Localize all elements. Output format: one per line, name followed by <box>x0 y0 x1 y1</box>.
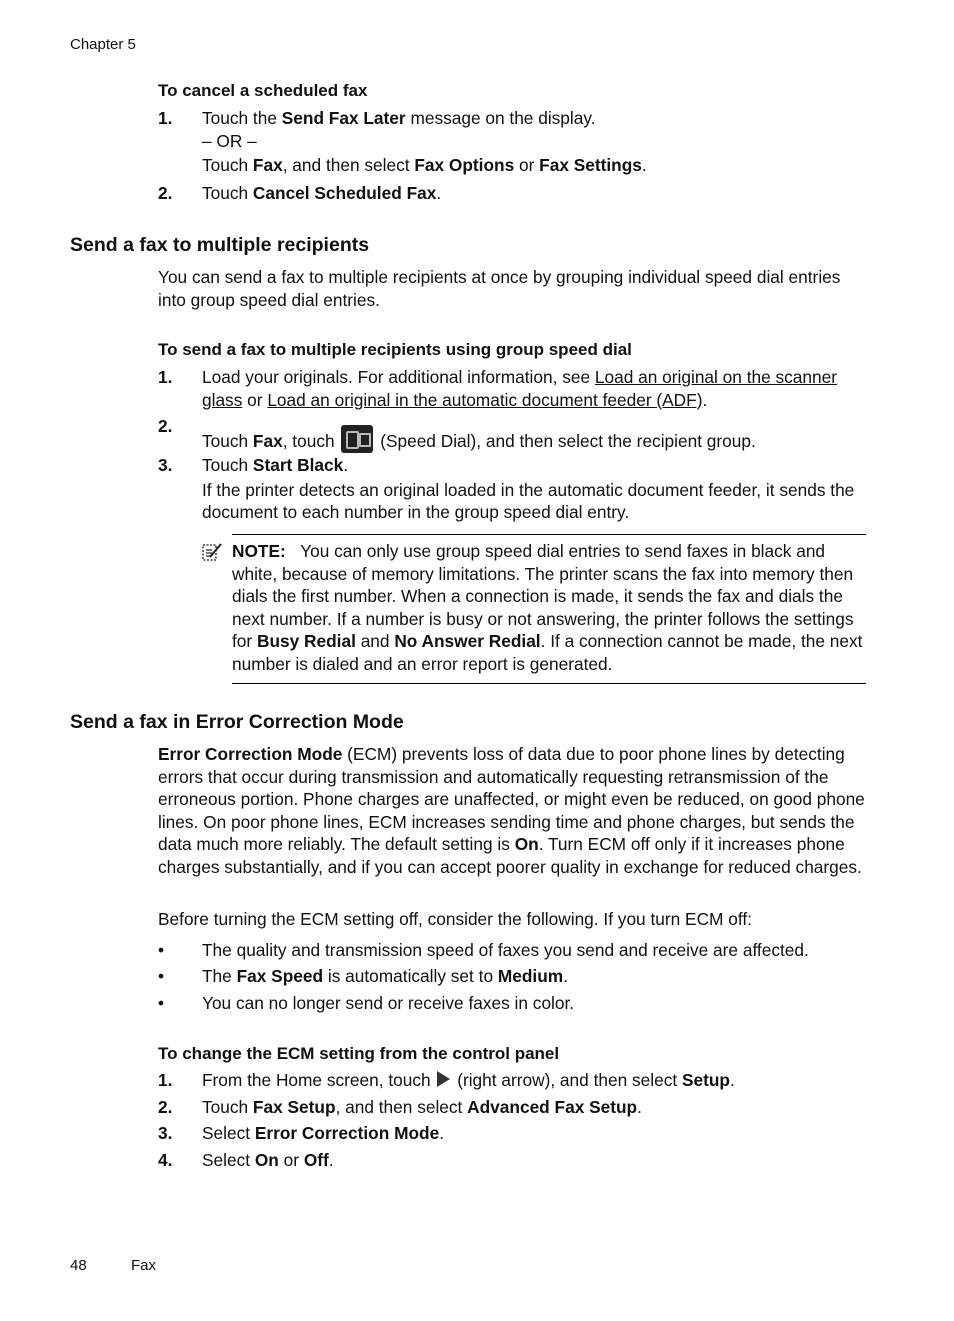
page-number: 48 <box>70 1257 87 1274</box>
step-number: 2. <box>158 183 173 203</box>
step-number: 3. <box>158 1123 173 1143</box>
right-arrow-icon <box>437 1071 450 1087</box>
speed-dial-icon <box>341 425 373 453</box>
procedure-title-ecm: To change the ECM setting from the control panel <box>158 1044 560 1063</box>
ecm-step-3: 3. Select Error Correction Mode. <box>158 1123 445 1143</box>
link-adf[interactable]: Load an original in the automatic document feeder (ADF) <box>267 389 703 410</box>
note-box: NOTE: You can only use group speed dial entries to send faxes in black and white, because of memory limitations. The printer scans the fax into memory then dials the first number. When a connection is made, it sends the fax and dials the next number. If a number is busy or not answering, the printer follows the settings for Busy Redial and No Answer Redial. If a connection cannot be made, the next number is dialed and an error report is generated. <box>232 534 866 684</box>
paragraph-ecm-description: Error Correction Mode (ECM) prevents loss of data due to poor phone lines by detecting errors that occur during transmission and automatically requesting retransmission of the erroneous portion. Phone charges are unaffected, or might even be reduced, on good phone lines. On poor phone lines, ECM increases sending time and phone charges, but sends the data much more reliably. The default setting is On. Turn ECM off only if it increases phone charges substantially, and if you can accept poorer quality in exchange for reduced charges. <box>158 744 865 877</box>
step-number: 1. <box>158 1070 173 1090</box>
ecm-step-2: 2. Touch Fax Setup, and then select Advanced Fax Setup. <box>158 1097 642 1117</box>
or-separator: – OR – <box>202 130 257 151</box>
footer-section-name: Fax <box>131 1257 157 1274</box>
cancel-step-2: 2. Touch Cancel Scheduled Fax. <box>158 183 442 203</box>
group-step-3: 3. Touch Start Black. If the printer detects an original loaded in the automatic document feeder, it sends the document to each number in the group speed dial entry. <box>158 455 855 522</box>
ecm-step-4: 4. Select On or Off. <box>158 1150 334 1170</box>
step-number: 1. <box>158 367 173 387</box>
bullet-item-2: • The Fax Speed is automatically set to Medium. <box>158 966 568 986</box>
section-heading-multiple-recipients: Send a fax to multiple recipients <box>70 234 370 256</box>
procedure-title-cancel: To cancel a scheduled fax <box>158 81 368 100</box>
group-step-1: 1. Load your originals. For additional information, see Load an original on the scanner glass or Load an original in the automatic document feeder (ADF). <box>158 367 838 410</box>
paragraph-multiple-intro: You can send a fax to multiple recipients at once by grouping individual speed dial entries into group speed dial entries. <box>158 267 841 310</box>
step-number: 3. <box>158 455 173 475</box>
group-step-2: 2. Touch Fax, touch (Speed Dial), and then select the recipient group. <box>158 416 756 451</box>
paragraph-ecm-before: Before turning the ECM setting off, consider the following. If you turn ECM off: <box>158 909 752 929</box>
step-number: 1. <box>158 108 173 128</box>
step-number: 2. <box>158 1097 173 1117</box>
procedure-title-group-speed-dial: To send a fax to multiple recipients using group speed dial <box>158 340 632 359</box>
ecm-step-1: 1. From the Home screen, touch (right arrow), and then select Setup. <box>158 1070 735 1090</box>
link-scanner-glass[interactable]: Load an original on the scanner glass <box>202 367 838 410</box>
bullet-item-3: • You can no longer send or receive faxes in color. <box>158 993 575 1013</box>
step-number: 2. <box>158 416 173 436</box>
note-label: NOTE: <box>232 541 286 561</box>
note-icon <box>201 542 223 562</box>
step-number: 4. <box>158 1150 173 1170</box>
chapter-header: Chapter 5 <box>70 36 136 53</box>
bullet-item-1: • The quality and transmission speed of faxes you send and receive are affected. <box>158 940 809 960</box>
cancel-step-1: 1. Touch the Send Fax Later message on the display. – OR – Touch Fax, and then select Fax Options or Fax Settings. <box>158 107 868 177</box>
section-heading-ecm: Send a fax in Error Correction Mode <box>70 711 404 733</box>
